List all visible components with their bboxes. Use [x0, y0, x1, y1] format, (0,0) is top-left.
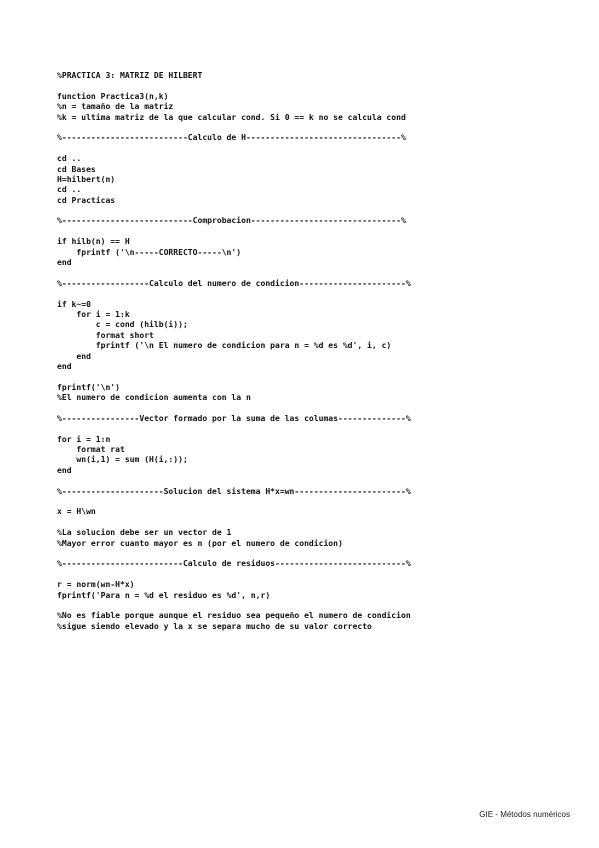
- code-line: if k~=0: [57, 299, 91, 309]
- code-line: for i = 1:n: [57, 434, 111, 444]
- comment-line: %----------------Vector formado por la suma de las columas--------------%: [57, 413, 411, 423]
- comment-line: %---------------------Solucion del sistema H*x=wn-----------------------%: [57, 486, 411, 496]
- code-line: fprintf ('\n-----CORRECTO-----\n'): [57, 247, 242, 257]
- blank-line: [57, 549, 527, 559]
- code-line: end: [57, 465, 72, 475]
- code-line: fprintf('\n'): [57, 382, 120, 392]
- blank-line: [57, 570, 527, 580]
- comment-line: %-------------------------Calculo de residuos---------------------------%: [57, 559, 411, 569]
- blank-line: [57, 601, 527, 611]
- comment-line: %------------------Calculo del numero de condicion----------------------%: [57, 278, 411, 288]
- code-line: end: [57, 351, 91, 361]
- comment-line: %No es fiable porque aunque el residuo sea pequeño el numero de condicion: [57, 611, 411, 621]
- code-line: end: [57, 361, 72, 371]
- blank-line: [57, 144, 527, 154]
- code-line: wn(i,1) = sum (H(i,:));: [57, 455, 188, 465]
- code-line: end: [57, 258, 72, 268]
- blank-line: [57, 476, 527, 486]
- blank-line: [57, 289, 527, 299]
- code-line: cd ..: [57, 185, 82, 195]
- code-line: H=hilbert(n): [57, 174, 116, 184]
- code-line: fprintf('Para n = %d el residuo es %d', n,r): [57, 590, 271, 600]
- blank-line: [57, 424, 527, 434]
- code-line: x = H\wn: [57, 507, 96, 517]
- code-line: format rat: [57, 445, 125, 455]
- blank-line: [57, 81, 527, 91]
- comment-line: %El numero de condicion aumenta con la n: [57, 393, 251, 403]
- code-line: r = norm(wn-H*x): [57, 580, 135, 590]
- blank-line: [57, 206, 527, 216]
- page-footer: GIE - Métodos numéricos: [479, 810, 570, 819]
- code-line: cd Practicas: [57, 195, 116, 205]
- code-line: cd ..: [57, 154, 82, 164]
- comment-line: %Mayor error cuanto mayor es n (por el numero de condicion): [57, 538, 343, 548]
- comment-line: %--------------------------Calculo de H--------------------------------%: [57, 133, 406, 143]
- code-line: cd Bases: [57, 164, 96, 174]
- blank-line: [57, 123, 527, 133]
- comment-line: %k = ultima matriz de la que calcular cond. Si 0 == k no se calcula cond: [57, 112, 406, 122]
- blank-line: [57, 227, 527, 237]
- blank-line: [57, 497, 527, 507]
- blank-line: [57, 404, 527, 414]
- code-listing: [57, 71, 527, 632]
- blank-line: [57, 518, 527, 528]
- comment-line: %PRACTICA 3: MATRIZ DE HILBERT: [57, 71, 203, 80]
- comment-line: %La solucion debe ser un vector de 1: [57, 528, 232, 538]
- code-line: fprintf ('\n El numero de condicion para n = %d es %d', i, c): [57, 341, 392, 351]
- code-line: for i = 1:k: [57, 309, 130, 319]
- code-line: if hilb(n) == H: [57, 237, 130, 247]
- comment-line: %---------------------------Comprobacion-------------------------------%: [57, 216, 406, 226]
- comment-line: %sigue siendo elevado y la x se separa mucho de su valor correcto: [57, 621, 372, 631]
- blank-line: [57, 268, 527, 278]
- blank-line: [57, 372, 527, 382]
- comment-line: %n = tamaño de la matriz: [57, 102, 174, 112]
- code-line: format short: [57, 330, 154, 340]
- code-line: function Practica3(n,k): [57, 91, 169, 101]
- code-line: c = cond (hilb(i));: [57, 320, 188, 330]
